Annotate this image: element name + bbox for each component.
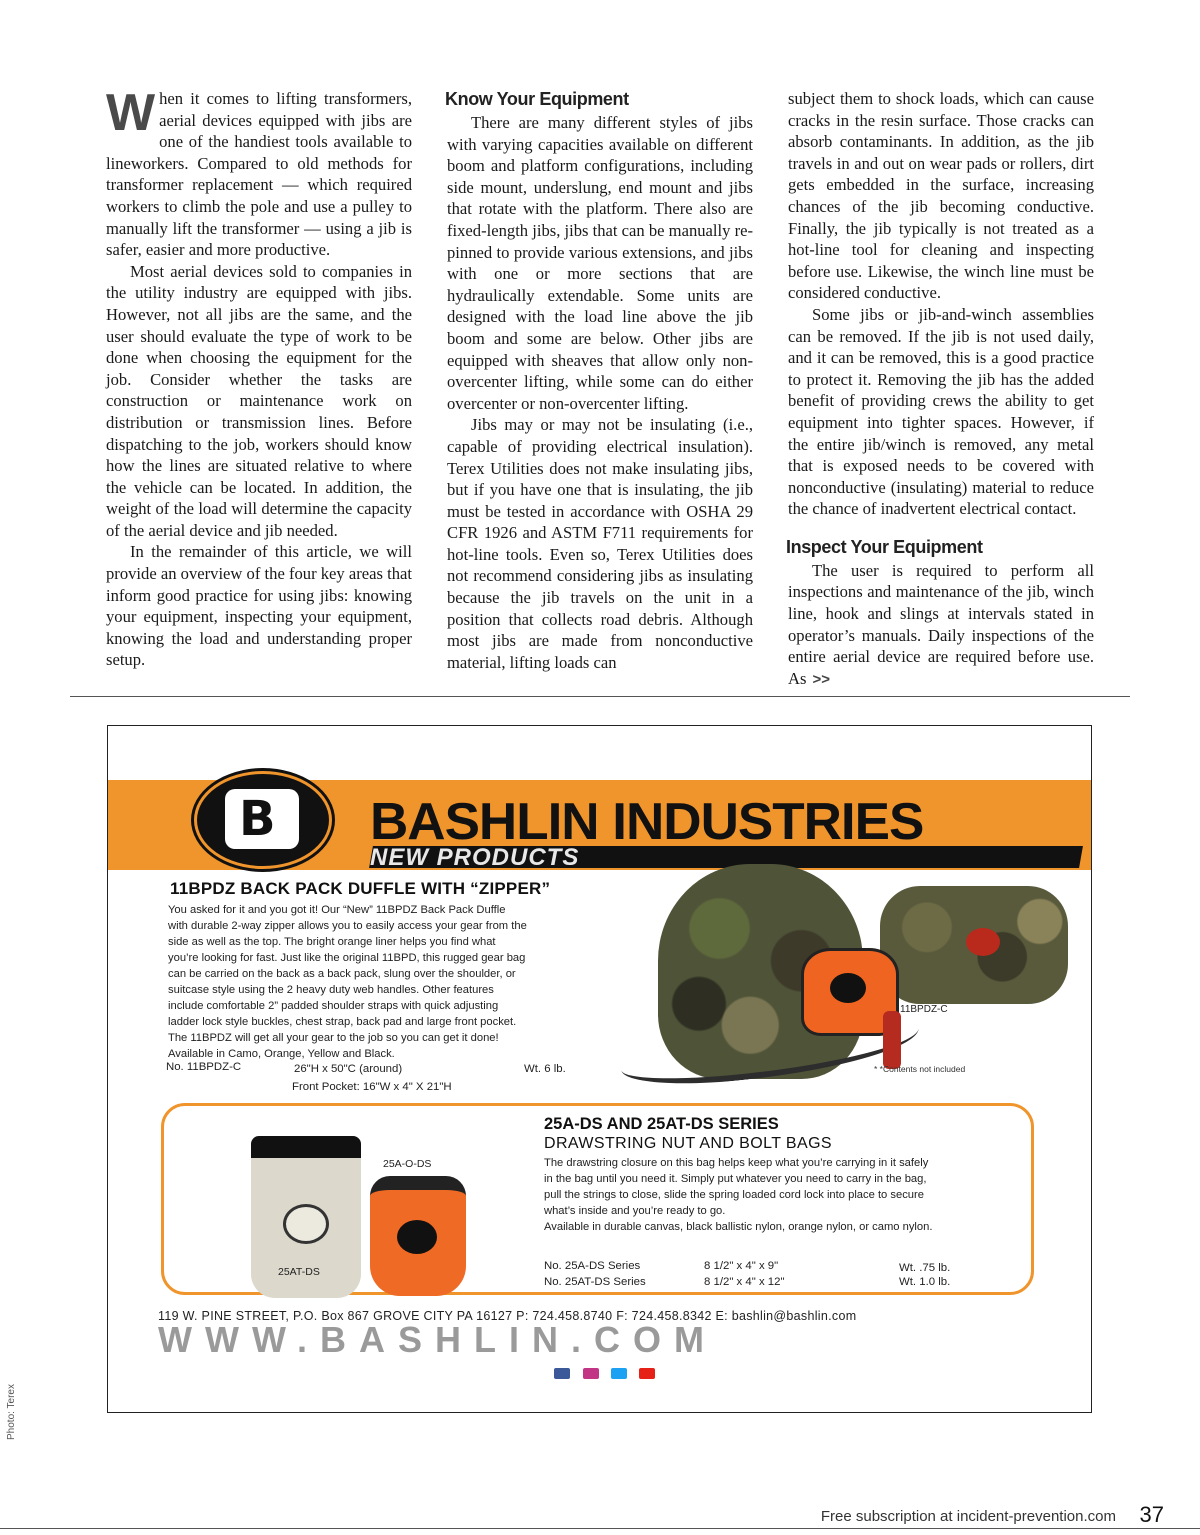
product1-weight: Wt. 6 lb. bbox=[524, 1063, 566, 1075]
product2-row1-weight: Wt. .75 lb. bbox=[899, 1262, 951, 1274]
article-paragraph: subject them to shock loads, which can cause cracks in the resin surface. Those cracks can absorb contaminants. In addition, as the jib travels in and out on wear pads or rollers, dirt gets embedded in the surface, increasing chances of the jib becoming conductive. Finally, the jib typically is not treated as a hot-line tool for cleaning and inspecting before use. Likewise, the winch line must be considered conductive. bbox=[788, 89, 1094, 303]
article-paragraph: Most aerial devices sold to companies in the utility industry are equipped with jibs. However, not all jibs are the same, and the user should evaluate the type of work to be done when choosing the equipment for the job. Consider whether the tasks are construction or maintenance work on distribution or transmission lines. Before dispatching to the job, workers should know how the lines are situated relative to where the vehicle can be located. In addition, the weight of the load will determine the capacity of the aerial device and jib needed. bbox=[106, 261, 412, 540]
article-paragraph: Some jibs or jib-and-winch assemblies can be removed. If the jib is not used daily, and it can be removed, this is a good practice to protect it. Removing the jib has the added benefit of providing crews the ability to get equipment into tighter spaces. However, if the entire jib/winch is removed, any metal that is exposed needs to be covered with nonconductive (insulating) material to reduce the chance of inadvertent electrical contact. bbox=[788, 304, 1094, 519]
brand-subtitle: NEW PRODUCTS bbox=[370, 844, 580, 871]
product1-title: 11BPDZ BACK PACK DUFFLE WITH “ZIPPER” bbox=[170, 879, 551, 898]
product2-description: The drawstring closure on this bag helps keep what you’re carrying in it safely in the bag until you need it. Simply put whatever you need to carry in the bag, pull the strings to close, slide the spring loaded cord lock into place to secure what’s inside and you’re ready to go. Available in durable canvas, black ballistic nylon, orange nylon, or camo nylon. bbox=[544, 1157, 933, 1233]
product1-size: 26"H x 50"C (around) bbox=[294, 1063, 403, 1075]
product1-pocket: Front Pocket: 16"W x 4" X 21"H bbox=[292, 1081, 452, 1093]
duffle-photo bbox=[880, 886, 1068, 1004]
website-link[interactable]: WWW.BASHLIN.COM bbox=[158, 1319, 717, 1360]
product2-row2-model: No. 25AT-DS Series bbox=[544, 1276, 646, 1288]
company-address: 119 W. PINE STREET, P.O. Box 867 GROVE CITY PA 16127 P: 724.458.8740 F: 724.458.8342 E: bashlin@bashlin.com bbox=[158, 1309, 857, 1323]
subscription-link[interactable]: Free subscription at incident-prevention.com bbox=[820, 1508, 1116, 1525]
product1-model: No. 11BPDZ-C bbox=[166, 1061, 242, 1073]
product1-description: You asked for it and you got it! Our “New” 11BPDZ Back Pack Duffle with durable 2-way zipper allows you to easily access your gear from the side as well as the top. The bright orange liner helps you find what you’re looking for fast. Just like the original 11BPD, this rugged gear bag can be carried on the back as a back pack, slung over the shoulder, or suitcase style using the 2 heavy duty web handles. Other features include comfortable 2” padded shoulder straps with quick adjusting ladder lock style buckles, chest strap, back pad and large front pocket. The 11BPDZ will get all your gear to the job so you can get it done! Available in Camo, Orange, Yellow and Black. bbox=[168, 904, 527, 1060]
product1-photo-note: * *Contents not included bbox=[874, 1064, 966, 1074]
drop-cap: W bbox=[106, 84, 156, 142]
article-column-3 bbox=[788, 88, 1094, 690]
continue-arrow-icon[interactable]: >> bbox=[812, 670, 830, 688]
article-paragraph: The user is required to perform all inspections and maintenance of the jib, winch line, hook and slings at intervals stated in operator’s manuals. Daily inspections of the entire aerial device are required before use. As >> bbox=[788, 560, 1094, 688]
product2-subtitle: DRAWSTRING NUT AND BOLT BAGS bbox=[544, 1135, 832, 1152]
section-heading-know: Know Your Equipment bbox=[445, 89, 629, 109]
product2-row2-size: 8 1/2" x 4" x 12" bbox=[704, 1276, 785, 1288]
footer-divider bbox=[0, 1528, 1200, 1529]
article-paragraph: In the remainder of this article, we will provide an overview of the four key areas that inform good practice for using jibs: knowing your equipment, inspecting your equipment, knowing the load and understanding proper setup. bbox=[106, 542, 412, 670]
brand-title: BASHLIN INDUSTRIES bbox=[370, 793, 924, 851]
facebook-icon[interactable] bbox=[554, 1368, 570, 1379]
article-paragraph: There are many different styles of jibs with varying capacities available on different boom and platform configurations, including side mount, underslung, end mount and jibs that rotate with the platform. There also are fixed-length jibs, jibs that can be manually re-pinned to provide various extensions, and jibs with one or more sections that are hydraulically extendable. Some units are designed with the load line above the jib boom and some are below. Other jibs are equipped with sheaves that allow only non-overcenter lifting, while some can do either overcenter or non-overcenter lifting. bbox=[447, 113, 753, 413]
bashlin-advertisement[interactable] bbox=[107, 725, 1092, 1413]
twitter-icon[interactable] bbox=[611, 1368, 627, 1379]
product2-row1-model: No. 25A-DS Series bbox=[544, 1260, 641, 1272]
lanyard-photo bbox=[883, 1011, 901, 1069]
label-25a-o-ds: 25A-O-DS bbox=[383, 1158, 432, 1170]
instagram-icon[interactable] bbox=[583, 1368, 599, 1379]
label-25at-ds: 25AT-DS bbox=[278, 1266, 320, 1278]
article-paragraph: When it comes to lifting transformers, aerial devices equipped with jibs are one of the handiest tools available to lineworkers. Compared to old methods for transformer replacement — which required workers to climb the pole and use a pulley to manually lift the transformer — using a jib is safer, easier and more productive. bbox=[106, 84, 412, 260]
article-paragraph: Jibs may or may not be insulating (i.e., capable of providing electrical insulation). Terex Utilities does not make insulating jibs, but if you have one that is insulating, the jib must be tested in accordance with OSHA 29 CFR 1926 and ASTM F711 requirements for hot-line tools. Even so, Terex Utilities does not recommend considering jibs as insulating because the jib travels on the unit in a position that collects road debris. Although most jibs are made from nonconductive material, lifting loads can bbox=[447, 415, 753, 672]
section-divider bbox=[70, 696, 1130, 697]
article-column-2 bbox=[447, 88, 753, 673]
photo-credit: Photo: Terex bbox=[6, 1384, 17, 1440]
product2-row1-size: 8 1/2" x 4" x 9" bbox=[704, 1260, 779, 1272]
product2-row2-weight: Wt. 1.0 lb. bbox=[899, 1276, 951, 1288]
product1-photo-label: 11BPDZ-C bbox=[900, 1004, 948, 1015]
article-column-1 bbox=[106, 84, 412, 671]
product2-title: 25A-DS AND 25AT-DS SERIES bbox=[544, 1115, 779, 1133]
page-number: 37 bbox=[1139, 1502, 1164, 1527]
orange-drawstring-bag-photo bbox=[370, 1176, 466, 1296]
bashlin-logo: B bbox=[194, 771, 332, 869]
section-heading-inspect: Inspect Your Equipment bbox=[786, 536, 983, 557]
youtube-icon[interactable] bbox=[639, 1368, 655, 1379]
